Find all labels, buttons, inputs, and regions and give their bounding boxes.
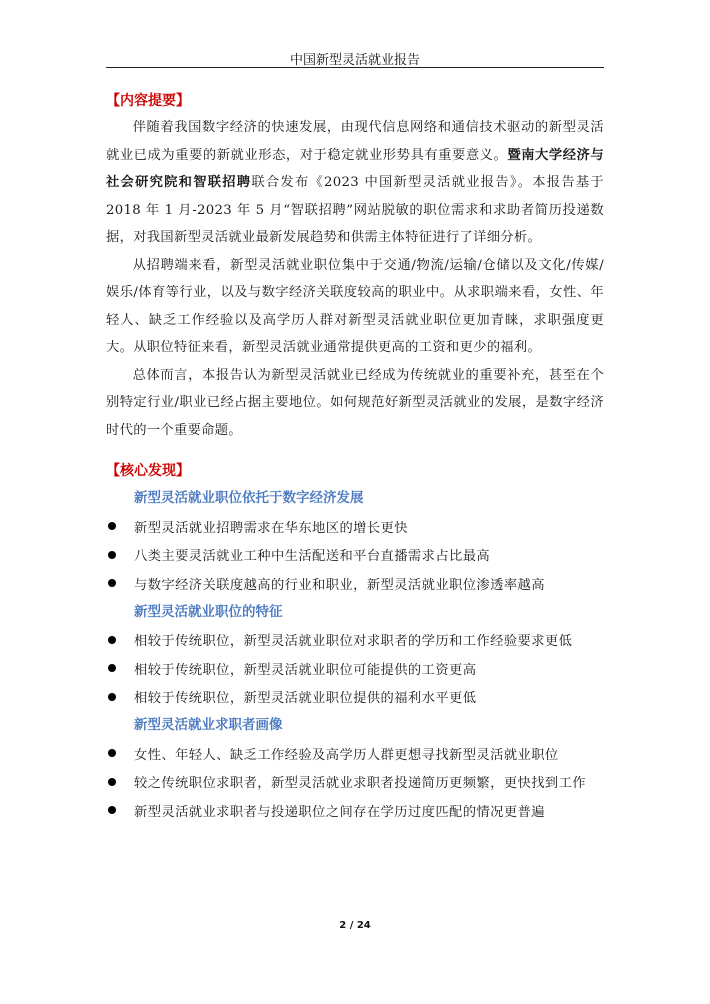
- summary-p1-part-a: 伴随着我国数字经济的快速发展，由现代信息网络和通信技术驱动的新型灵活就业已成为重要的新就业形态，对于稳定就业形势具有重要意义。: [106, 120, 604, 163]
- list-item: [106, 541, 604, 570]
- list-item: [106, 512, 604, 541]
- list-item: [106, 739, 604, 768]
- bullet-icon: [108, 636, 116, 644]
- list-item: [106, 654, 604, 683]
- list-item-text: 新型灵活就业招聘需求在华东地区的增长更快: [134, 520, 408, 536]
- bullet-icon: [108, 664, 116, 672]
- list-item: [106, 768, 604, 797]
- bullet-icon: [108, 693, 116, 701]
- bracket-left: 【: [106, 463, 120, 479]
- page-content: [106, 88, 604, 825]
- bullet-icon: [108, 749, 116, 757]
- summary-paragraph-1: [106, 114, 604, 252]
- page-number: 2 / 24: [339, 920, 371, 931]
- bullet-icon: [108, 522, 116, 530]
- summary-paragraph-2: 从招聘端来看，新型灵活就业职位集中于交通/物流/运输/仓储以及文化/传媒/娱乐/体育等行业，以及与数字经济关联度较高的职业中。从求职端来看，女性、年轻人、缺乏工作经验以及高学历人群对新型灵活就业职位更加青睐，求职强度更大。从职位特征来看，新型灵活就业通常提供更高的工资和更少的福利。: [106, 257, 604, 355]
- list-item-text: 相较于传统职位，新型灵活就业职位可能提供的工资更高: [134, 662, 477, 678]
- spacer: [106, 444, 604, 458]
- summary-paragraph-3: 总体而言，本报告认为新型灵活就业已经成为传统就业的重要补充，甚至在个别特定行业/职业已经占据主要地位。如何规范好新型灵活就业的发展，是数字经济时代的一个重要命题。: [106, 367, 604, 438]
- header-rule: [106, 67, 604, 68]
- list-item: [106, 626, 604, 655]
- findings-group-title: 新型灵活就业求职者画像: [134, 717, 283, 733]
- findings-group-title: 新型灵活就业职位的特征: [134, 603, 283, 620]
- list-item-text: 较之传统职位求职者，新型灵活就业求职者投递简历更频繁，更快找到工作: [134, 776, 586, 792]
- list-item: [106, 796, 604, 825]
- findings-heading-text: 核心发现: [120, 463, 176, 479]
- running-header-title: 中国新型灵活就业报告: [289, 53, 420, 68]
- list-item-text: 相较于传统职位，新型灵活就业职位对求职者的学历和工作经验要求更低: [134, 634, 573, 650]
- list-item: [106, 569, 604, 598]
- summary-p1-bold: 暨南大学经济与社会研究院和智联招聘: [106, 147, 604, 190]
- list-item-text: 相较于传统职位，新型灵活就业职位提供的福利水平更低: [134, 691, 477, 707]
- list-item-text: 八类主要灵活就业工种中生活配送和平台直播需求占比最高: [134, 549, 491, 565]
- findings-group-1: [106, 484, 604, 598]
- list-item-text: 新型灵活就业求职者与投递职位之间存在学历过度匹配的情况更普遍: [134, 804, 545, 820]
- bracket-right: 】: [176, 93, 190, 109]
- findings-group-3: [106, 711, 604, 825]
- findings-group-2: [106, 598, 604, 712]
- list-item: [106, 683, 604, 712]
- bullet-icon: [108, 778, 116, 786]
- bullet-icon: [108, 806, 116, 814]
- summary-p1-part-b: 联合发布《2023 中国新型灵活就业报告》。本报告基于 2018 年 1 月-2023 年 5 月“智联招聘”网站脱敏的职位需求和求助者简历投递数据，对我国新型灵活就业最新发展趋势和供需主体特征进行了详细分析。: [106, 175, 605, 245]
- list-item-text: 与数字经济关联度越高的行业和职业，新型灵活就业职位渗透率越高: [134, 577, 545, 593]
- bracket-right: 】: [176, 463, 190, 479]
- list-item-text: 女性、年轻人、缺乏工作经验及高学历人群更想寻找新型灵活就业职位: [134, 747, 559, 763]
- findings-group-title: 新型灵活就业职位依托于数字经济发展: [134, 490, 364, 506]
- bullet-icon: [108, 579, 116, 587]
- summary-heading-text: 内容提要: [120, 93, 176, 109]
- bullet-icon: [108, 551, 116, 559]
- bracket-left: 【: [106, 93, 120, 109]
- findings-heading: [106, 458, 604, 484]
- summary-heading: [106, 88, 604, 114]
